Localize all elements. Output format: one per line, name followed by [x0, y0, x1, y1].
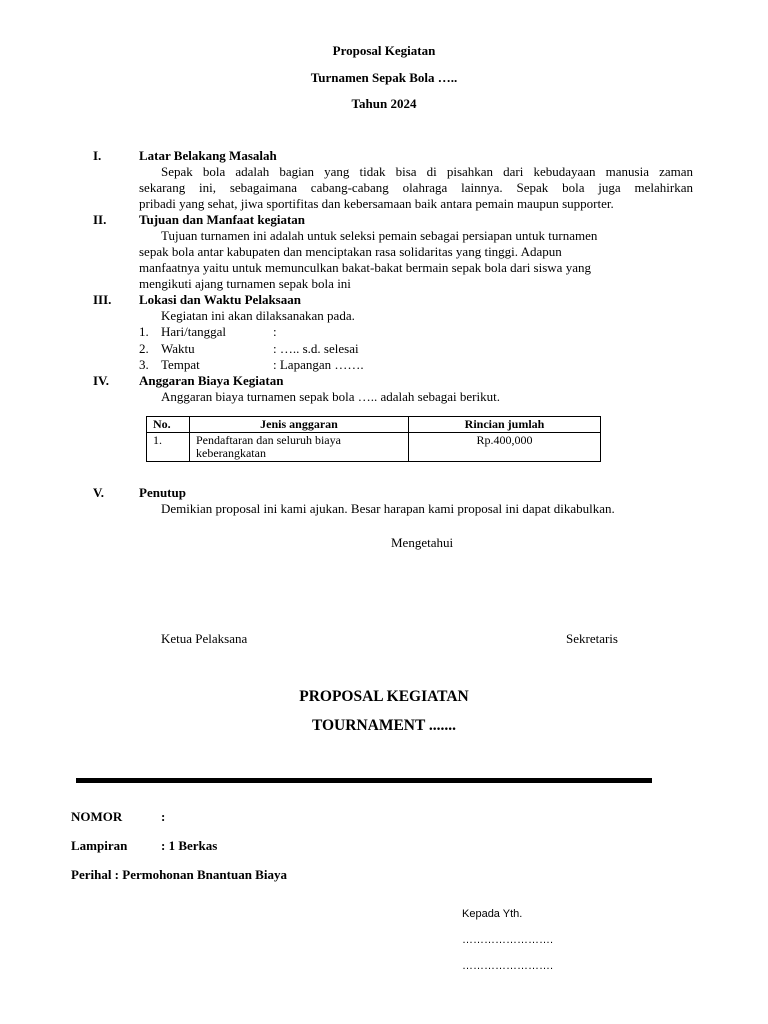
year-title: Tahun 2024	[351, 96, 417, 111]
section-2-line-2: sepak bola antar kabupaten dan menciptakan rasa solidaritas yang tinggi. Adapun	[139, 244, 562, 259]
section-1-line-3: pribadi yang sehat, jiwa sportifitas dan kebersamaan baik antara pemain maupun supporter.	[139, 196, 614, 211]
cover-title: PROPOSAL KEGIATAN	[299, 688, 469, 705]
section-2-title: Tujuan dan Manfaat kegiatan	[139, 212, 306, 227]
cell-rincian-jumlah: Rp.400,000	[409, 433, 601, 462]
header-no: No.	[147, 417, 190, 433]
cell-item-line-2: keberangkatan	[196, 446, 266, 460]
nomor-label: NOMOR	[71, 809, 123, 824]
schedule-item-value: :	[273, 324, 277, 339]
section-2-line-4: mengikuti ajang turnamen sepak bola ini	[139, 276, 351, 291]
cell-jenis-anggaran	[190, 433, 409, 462]
section-5-text: Demikian proposal ini kami ajukan. Besar harapan kami proposal ini dapat dikabulkan.	[161, 501, 615, 516]
section-5-title: Penutup	[139, 485, 186, 500]
schedule-item-value: : Lapangan …….	[273, 357, 364, 372]
recipient-line-2: …………………….	[462, 960, 554, 972]
tournament-title: Turnamen Sepak Bola …..	[310, 70, 458, 85]
schedule-item-label: Tempat	[161, 357, 200, 372]
section-2-line-3: manfaatnya yaitu untuk memunculkan bakat-bakat bermain sepak bola dari siswa yang	[139, 260, 591, 275]
proposal-title: Proposal Kegiatan	[332, 43, 436, 58]
schedule-item-label: Hari/tanggal	[161, 324, 226, 339]
schedule-item-label: Waktu	[161, 341, 195, 356]
perihal-line: Perihal : Permohonan Bnantuan Biaya	[71, 867, 287, 882]
section-1-number: I.	[93, 148, 102, 163]
table-row	[147, 433, 601, 462]
section-2-line-1: Tujuan turnamen ini adalah untuk seleksi pemain sebagai persiapan untuk turnamen	[161, 228, 598, 243]
section-4-number: IV.	[93, 373, 110, 388]
recipient-line-1: …………………….	[462, 934, 554, 946]
section-1-line-1: Sepak bola adalah bagian yang tidak bisa di pisahkan dari kebudayaan manusia zaman	[161, 164, 693, 179]
ketua-pelaksana-label: Ketua Pelaksana	[161, 631, 248, 646]
sekretaris-label: Sekretaris	[566, 631, 618, 646]
schedule-item-number: 2.	[139, 341, 149, 356]
section-1-title: Latar Belakang Masalah	[139, 148, 277, 163]
kepada-label: Kepada Yth.	[462, 908, 523, 920]
header-rincian-jumlah: Rincian jumlah	[409, 417, 601, 433]
section-4-intro: Anggaran biaya turnamen sepak bola ….. adalah sebagai berikut.	[161, 389, 500, 404]
mengetahui-label: Mengetahui	[391, 535, 454, 550]
section-1-line-2: sekarang ini, sebagaimana cabang-cabang olahraga lainnya. Sepak bola juga melahirkan	[139, 180, 693, 195]
section-3-intro: Kegiatan ini akan dilaksanakan pada.	[161, 308, 355, 323]
budget-table	[146, 416, 601, 462]
lampiran-label: Lampiran	[71, 838, 128, 853]
lampiran-value: : 1 Berkas	[161, 838, 218, 853]
header-jenis-anggaran: Jenis anggaran	[190, 417, 409, 433]
table-header-row	[147, 417, 601, 433]
schedule-item-number: 3.	[139, 357, 149, 372]
section-2-number: II.	[93, 212, 107, 227]
cell-no: 1.	[147, 433, 190, 462]
schedule-item-number: 1.	[139, 324, 149, 339]
section-3-title: Lokasi dan Waktu Pelaksaan	[139, 292, 301, 307]
nomor-value: :	[161, 809, 166, 824]
schedule-item-value: : ….. s.d. selesai	[273, 341, 359, 356]
section-3-number: III.	[93, 292, 112, 307]
divider-line	[76, 778, 652, 783]
section-4-title: Anggaran Biaya Kegiatan	[139, 373, 284, 388]
cover-subtitle: TOURNAMENT .......	[311, 717, 457, 734]
section-5-number: V.	[93, 485, 104, 500]
cell-item-line-1: Pendaftaran dan seluruh biaya	[196, 433, 341, 447]
